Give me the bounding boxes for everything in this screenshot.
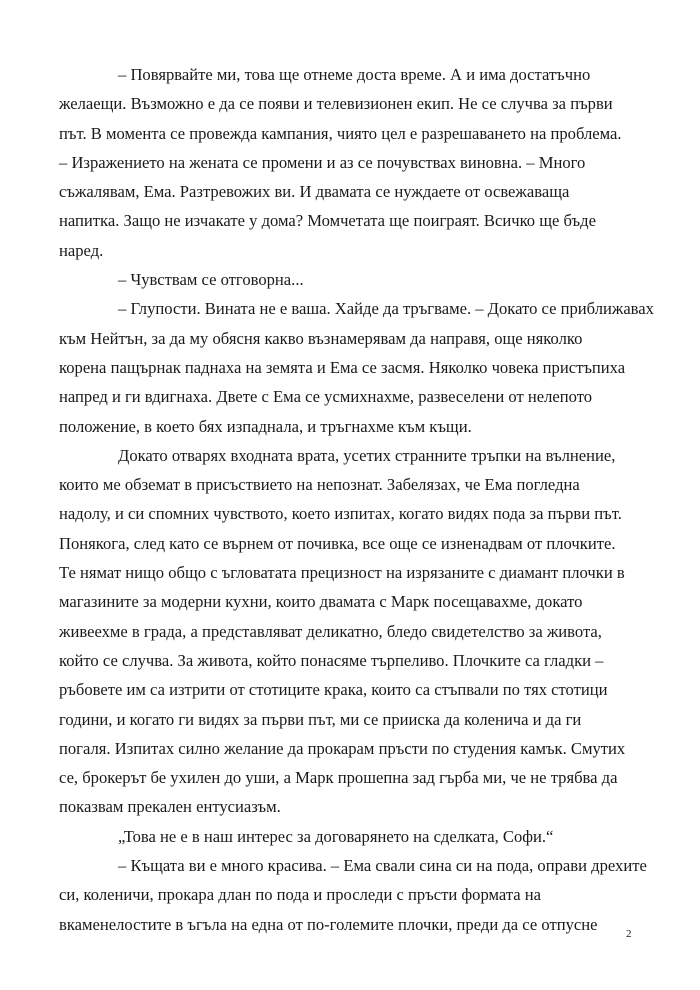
text-line: – Чувствам се отговорна... bbox=[118, 270, 304, 290]
text-line: Те нямат нищо общо с ъгловатата прецизност на изрязаните с диамант плочки в bbox=[59, 563, 625, 583]
body-text bbox=[59, 60, 654, 939]
text-line: напитка. Защо не изчакате у дома? Момчетата ще поиграят. Всичко ще бъде bbox=[59, 211, 596, 231]
text-line: „Това не е в наш интерес за договарянето на сделката, Софи.“ bbox=[118, 826, 554, 846]
paragraph bbox=[59, 265, 649, 294]
paragraph bbox=[59, 60, 649, 265]
text-line: си, коленичи, прокара длан по пода и проследи с пръсти формата на bbox=[59, 885, 542, 905]
text-line: Понякога, след като се върнем от почивка, все още се изненадвам от плочките. bbox=[59, 533, 616, 553]
text-line: се, брокерът бе ухилен до уши, а Марк прошепна зад гърба ми, че не трябва да bbox=[59, 768, 618, 788]
text-line: – Къщата ви е много красива. – Ема свали сина си на пода, оправи дрехите bbox=[118, 856, 647, 876]
text-line: – Изражението на жената се промени и аз се почувствах виновна. – Много bbox=[59, 152, 586, 172]
text-line: погаля. Изпитах силно желание да прокарам пръсти по студения камък. Смутих bbox=[59, 738, 626, 758]
text-line: Докато отварях входната врата, усетих странните тръпки на вълнение, bbox=[118, 445, 616, 465]
text-line: живеехме в града, а представляват деликатно, бледо свидетелство за живота, bbox=[59, 621, 602, 641]
paragraph bbox=[59, 851, 649, 939]
text-line: ръбовете им са изтрити от стотиците крака, които са стъпвали по тях стотици bbox=[59, 680, 608, 700]
text-line: корена пащърнак паднаха на земята и Ема се засмя. Няколко човека пристъпиха bbox=[59, 357, 626, 377]
text-line: към Нейтън, за да му обясня какво възнамерявам да направя, още няколко bbox=[59, 328, 583, 348]
page-number: 2 bbox=[626, 928, 632, 940]
text-line: положение, в което бях изпаднала, и тръгнахме към къщи. bbox=[59, 416, 472, 436]
text-line: надолу, и си спомних чувството, което изпитах, когато видях пода за първи път. bbox=[59, 504, 622, 524]
paragraph bbox=[59, 441, 649, 822]
text-line: съжалявам, Ема. Разтревожих ви. И двамата се нуждаете от освежаваща bbox=[59, 182, 570, 202]
text-line: години, и когато ги видях за първи път, ми се прииска да коленича и да ги bbox=[59, 709, 582, 729]
text-line: показвам прекален ентусиазъм. bbox=[59, 797, 281, 817]
text-line: напред и ги вдигнаха. Двете с Ема се усмихнахме, развеселени от нелепото bbox=[59, 387, 593, 407]
text-line: магазините за модерни кухни, които двамата с Марк посещавахме, докато bbox=[59, 592, 583, 612]
text-line: желаещи. Възможно е да се появи и телевизионен екип. Не се случва за първи bbox=[59, 94, 613, 114]
text-line: който се случва. За живота, който понасяме търпеливо. Плочките са гладки – bbox=[59, 650, 604, 670]
text-line: – Глупости. Вината не е ваша. Хайде да тръгваме. – Докато се приближавах bbox=[118, 299, 654, 319]
text-line: наред. bbox=[59, 240, 104, 260]
text-line: вкаменелостите в ъгъла на една от по-големите плочки, преди да се отпусне bbox=[59, 914, 598, 934]
text-line: път. В момента се провежда кампания, чиято цел е разрешаването на проблема. bbox=[59, 123, 622, 143]
text-line: които ме обземат в присъствието на непознат. Забелязах, че Ема погледна bbox=[59, 475, 580, 495]
paragraph bbox=[59, 822, 649, 851]
text-line: – Повярвайте ми, това ще отнеме доста време. А и има достатъчно bbox=[118, 65, 591, 84]
paragraph bbox=[59, 294, 654, 440]
